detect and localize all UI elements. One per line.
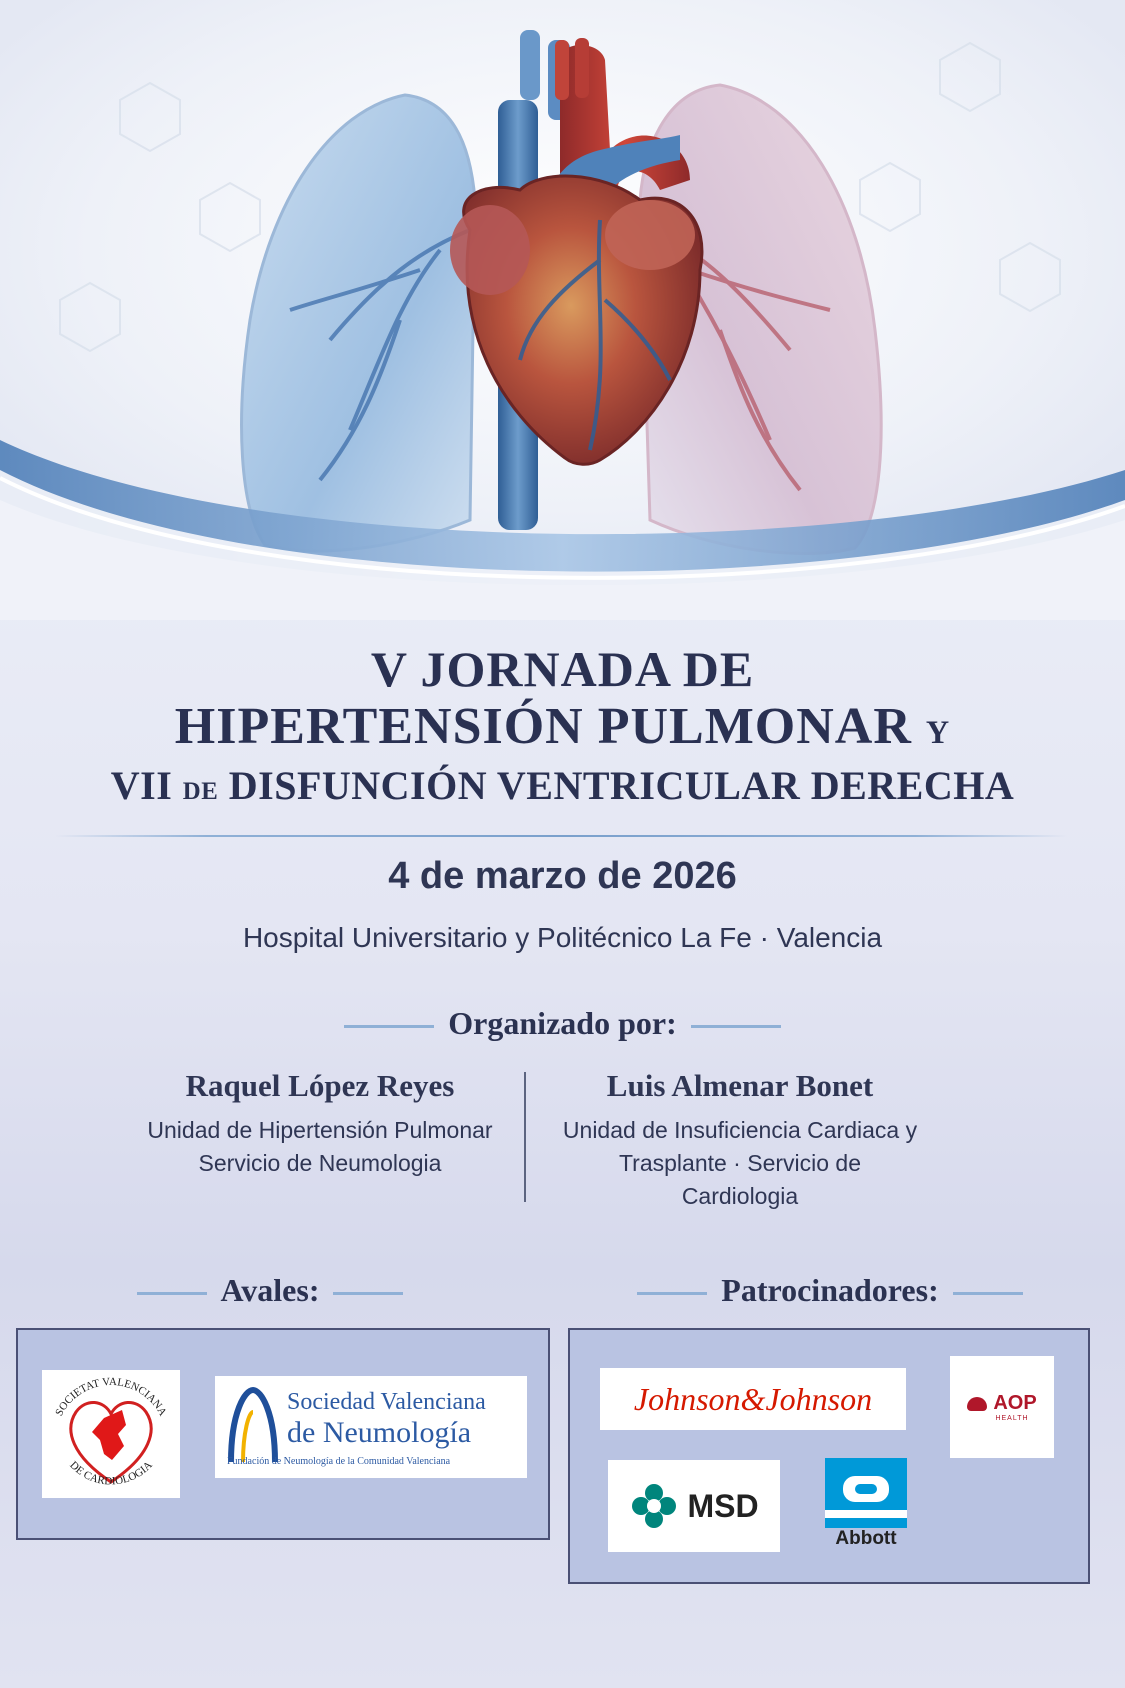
aop-logo	[950, 1356, 1054, 1458]
organizer-right-line1: Unidad de Insuficiencia Cardiaca y	[562, 1117, 918, 1143]
organizers-heading	[0, 1005, 1125, 1042]
patrocinadores-box	[568, 1328, 1090, 1584]
event-venue: Hospital Universitario y Politécnico La Fe · Valencia	[242, 922, 883, 953]
title-line-3-main: DISFUNCIÓN VENTRICULAR DERECHA	[228, 763, 1015, 808]
title-line-3-num: VII	[110, 763, 173, 808]
heading-line-left	[137, 1292, 207, 1295]
event-title	[0, 640, 1125, 817]
avales-heading	[80, 1272, 460, 1309]
svc-heart-map-logo	[42, 1370, 180, 1498]
patrocinadores-heading-text: Patrocinadores:	[721, 1272, 939, 1308]
heading-line-right	[333, 1292, 403, 1295]
organizer-right-line2: Trasplante · Servicio de	[618, 1150, 862, 1176]
title-divider	[55, 835, 1067, 837]
avales-box	[16, 1328, 550, 1540]
svc-arc-bottom: DE CARDIOLOGIA	[67, 1459, 155, 1488]
aop-sub: HEALTH	[995, 1415, 1029, 1422]
jj-logo	[600, 1368, 906, 1430]
aop-text: AOP	[993, 1392, 1037, 1414]
heading-line-right	[691, 1025, 781, 1028]
abbott-text: Abbott	[835, 1528, 897, 1549]
title-line-3	[0, 761, 1125, 817]
organizer-left	[100, 1068, 540, 1180]
abbott-a-mark	[825, 1458, 907, 1528]
organizer-left-line2: Servicio de Neumologia	[198, 1150, 442, 1176]
organizer-left-name: Raquel López Reyes	[185, 1068, 455, 1103]
svc-logo	[42, 1370, 180, 1498]
heart-lungs-illustration	[0, 0, 1125, 620]
title-line-2	[0, 698, 1125, 761]
organizer-right-name: Luis Almenar Bonet	[606, 1068, 874, 1103]
svn-line-2: de Neumología	[287, 1415, 472, 1449]
svn-logo	[215, 1376, 527, 1478]
svc-arc-top: SOCIETAT VALENCIANA	[53, 1375, 169, 1419]
svn-line-1: Sociedad Valenciana	[287, 1388, 486, 1415]
organizers-heading-text: Organizado por:	[448, 1005, 677, 1041]
title-line-2-conj: Y	[925, 714, 951, 750]
avales-heading-text: Avales:	[220, 1272, 320, 1308]
msd-logo	[608, 1460, 780, 1552]
heading-line-left	[637, 1292, 707, 1295]
heading-line-right	[953, 1292, 1023, 1295]
title-line-2-main: HIPERTENSIÓN PULMONAR	[174, 698, 912, 755]
title-line-3-de: DE	[182, 778, 219, 805]
svn-sub: Fundación de Neumología de la Comunidad Valenciana	[227, 1455, 451, 1467]
event-date: 4 de marzo de 2026	[388, 855, 737, 897]
abbott-logo	[824, 1458, 908, 1554]
msd-logo-mark	[629, 1481, 679, 1531]
heading-line-left	[344, 1025, 434, 1028]
title-line-1: V JORNADA DE	[370, 641, 755, 697]
organizers-divider	[524, 1072, 526, 1202]
msd-text: MSD	[687, 1487, 759, 1524]
aop-mark	[967, 1397, 987, 1411]
organizer-right-line3: Cardiologia	[681, 1183, 799, 1209]
patrocinadores-heading	[560, 1272, 1100, 1309]
jj-text: Johnson&Johnson	[633, 1380, 873, 1417]
organizer-right	[540, 1068, 940, 1213]
organizer-left-line1: Unidad de Hipertensión Pulmonar	[147, 1117, 493, 1143]
